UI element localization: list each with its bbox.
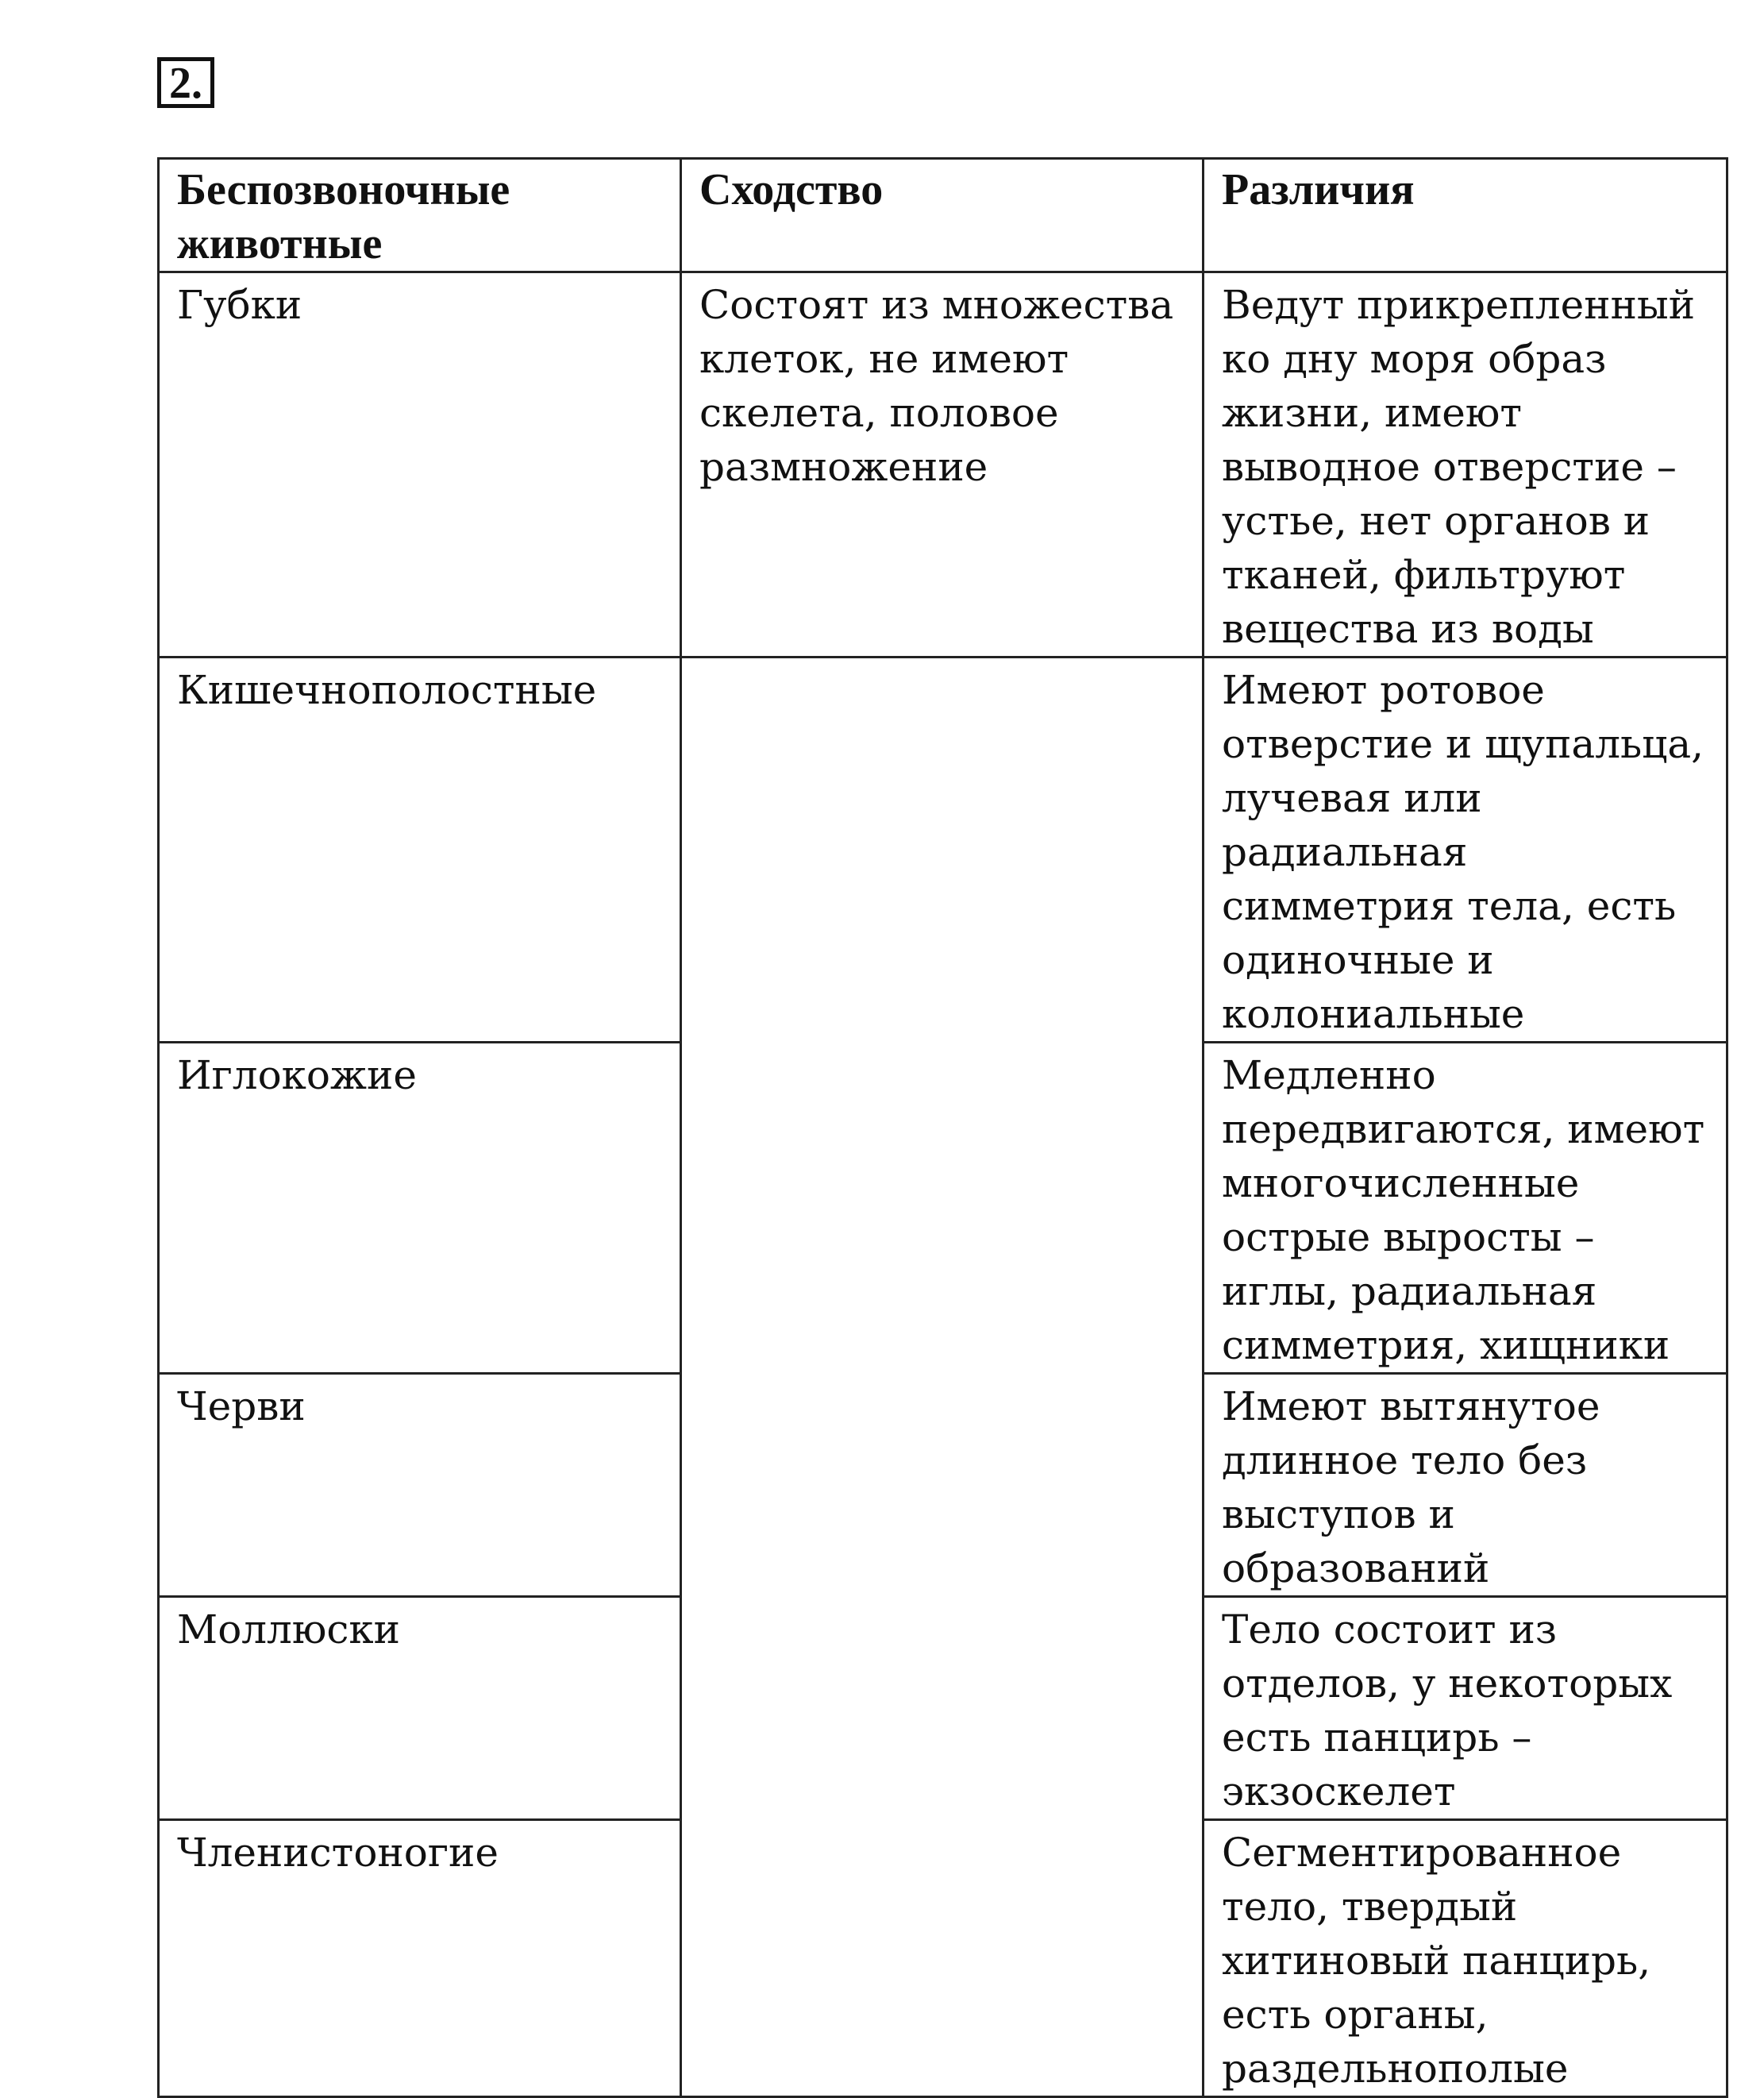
group-cell: Губки: [159, 272, 681, 658]
header-differences: Различия: [1204, 159, 1727, 272]
differences-cell: Имеют вытянутое длинное тело без выступов и образований: [1204, 1374, 1727, 1597]
differences-cell: Медленно передвигаются, имеют многочисленные острые выросты – иглы, радиальная симметрия, хищники: [1204, 1043, 1727, 1374]
group-cell: Иглокожие: [159, 1043, 681, 1374]
group-cell: Кишечнополостные: [159, 658, 681, 1043]
comparison-table: [157, 157, 1728, 2098]
group-cell: Членистоногие: [159, 1820, 681, 2097]
similarity-cell: Состоят из множества клеток, не имеют скелета, половое размножение: [681, 272, 1204, 658]
differences-cell: Имеют ротовое отверстие и щупальца, лучевая или радиальная симметрия тела, есть одиночные и колониальные: [1204, 658, 1727, 1043]
group-cell: Моллюски: [159, 1597, 681, 1820]
differences-cell: Ведут прикрепленный ко дну моря образ жизни, имеют выводное отверстие – устье, нет органов и тканей, фильтруют вещества из воды: [1204, 272, 1727, 658]
group-cell: Черви: [159, 1374, 681, 1597]
table-row: [159, 658, 1727, 1043]
task-number: 2.: [157, 57, 214, 108]
table-row: [159, 272, 1727, 658]
differences-cell: Тело состоит из отделов, у некоторых есть панцирь – экзоскелет: [1204, 1597, 1727, 1820]
table-header-row: [159, 159, 1727, 272]
header-invertebrates: Беспозвоночные животные: [159, 159, 681, 272]
differences-cell: Сегментированное тело, твердый хитиновый панцирь, есть органы, раздельнополые: [1204, 1820, 1727, 2097]
similarity-merged-cell: [681, 658, 1204, 2097]
header-similarity: Сходство: [681, 159, 1204, 272]
